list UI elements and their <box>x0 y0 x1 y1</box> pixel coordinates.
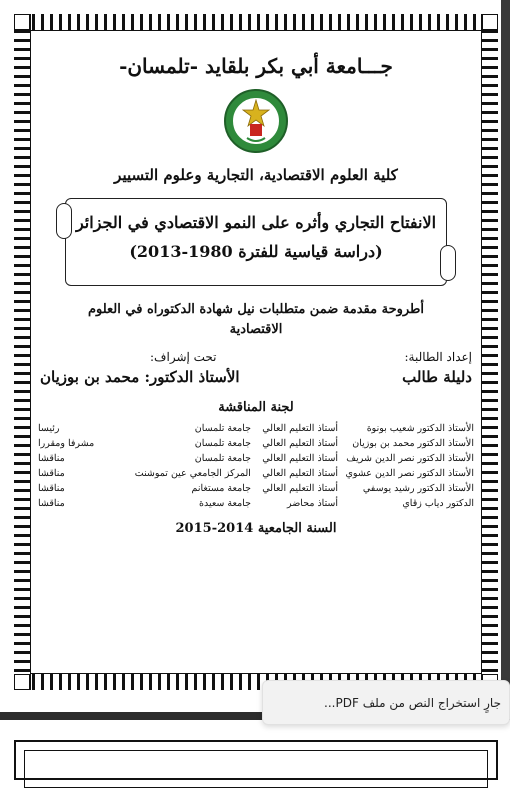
toast-text: جارٍ استخراج النص من ملف PDF... <box>324 695 501 710</box>
committee-table <box>36 421 476 511</box>
supervisor-label: تحت إشراف: <box>150 350 217 364</box>
decorative-border-left <box>14 14 31 690</box>
thesis-subtitle: (دراسة قياسية للفترة 1980-2013) <box>129 242 383 261</box>
member-rank: أستاذ التعليم العالي <box>262 438 339 449</box>
next-page-frame <box>24 750 488 788</box>
member-role: مناقشا <box>38 468 65 479</box>
member-institution: جامعة تلمسان <box>194 438 251 449</box>
table-row <box>36 481 476 496</box>
extraction-toast <box>262 680 510 725</box>
scrollbar[interactable] <box>501 0 510 712</box>
member-rank: أستاذ محاضر <box>287 498 339 509</box>
member-name: الأستاذ الدكتور رشيد يوسفي <box>362 483 474 494</box>
committee-title: لجنة المناقشة <box>218 400 294 415</box>
member-role: مناقشا <box>38 498 65 509</box>
table-row <box>36 436 476 451</box>
labels-row <box>36 350 476 364</box>
university-name: جـــامعة أبي بكر بلقايد -تلمسان- <box>119 54 393 78</box>
decorative-border-right <box>481 14 498 690</box>
member-role: مناقشا <box>38 483 65 494</box>
member-name: الأستاذ الدكتور نصر الدين عشوي <box>345 468 474 479</box>
member-institution: جامعة سعيدة <box>199 498 251 509</box>
faculty-name: كلية العلوم الاقتصادية، التجارية وعلوم التسيير <box>114 166 398 184</box>
thesis-statement-line: أطروحة مقدمة ضمن متطلبات نيل شهادة الدكتوراه في العلوم <box>87 302 425 317</box>
border-corner <box>482 14 498 30</box>
table-row <box>36 451 476 466</box>
border-corner <box>14 674 30 690</box>
page-content <box>36 36 476 668</box>
member-rank: أستاذ التعليم العالي <box>262 453 339 464</box>
university-seal-icon <box>223 88 289 154</box>
student-name: دليلة طالب <box>402 368 472 386</box>
thesis-statement <box>36 300 476 340</box>
pdf-page <box>14 14 498 690</box>
table-row <box>36 421 476 436</box>
member-role: مناقشا <box>38 453 65 464</box>
table-row <box>36 496 476 511</box>
member-institution: جامعة تلمسان <box>194 453 251 464</box>
title-scroll <box>65 198 447 286</box>
member-institution: المركز الجامعي عين تموشنت <box>134 468 251 479</box>
decorative-border-top <box>14 14 498 31</box>
border-corner <box>14 14 30 30</box>
academic-year: السنة الجامعية 2014-2015 <box>175 521 337 536</box>
member-name: الدكتور دياب زقاي <box>402 498 474 509</box>
prepared-by-label: إعداد الطالبة: <box>404 350 472 364</box>
member-rank: أستاذ التعليم العالي <box>262 423 339 434</box>
member-role: رئيسا <box>38 423 60 434</box>
next-pdf-page <box>14 740 498 780</box>
member-institution: جامعة مستغانم <box>191 483 251 494</box>
names-row <box>36 368 476 386</box>
thesis-statement-line: الاقتصادية <box>229 322 283 337</box>
table-row <box>36 466 476 481</box>
member-rank: أستاذ التعليم العالي <box>262 468 339 479</box>
member-name: الأستاذ الدكتور محمد بن بوزيان <box>352 438 474 449</box>
member-name: الأستاذ الدكتور نصر الدين شريف <box>346 453 474 464</box>
member-institution: جامعة تلمسان <box>194 423 251 434</box>
thesis-title: الانفتاح التجاري وأثره على النمو الاقتصادي في الجزائر <box>75 213 437 232</box>
member-role: مشرفا ومقررا <box>38 438 95 449</box>
supervisor-name: الأستاذ الدكتور: محمد بن بوزيان <box>40 368 240 386</box>
member-name: الأستاذ الدكتور شعيب بونوة <box>366 423 474 434</box>
member-rank: أستاذ التعليم العالي <box>262 483 339 494</box>
